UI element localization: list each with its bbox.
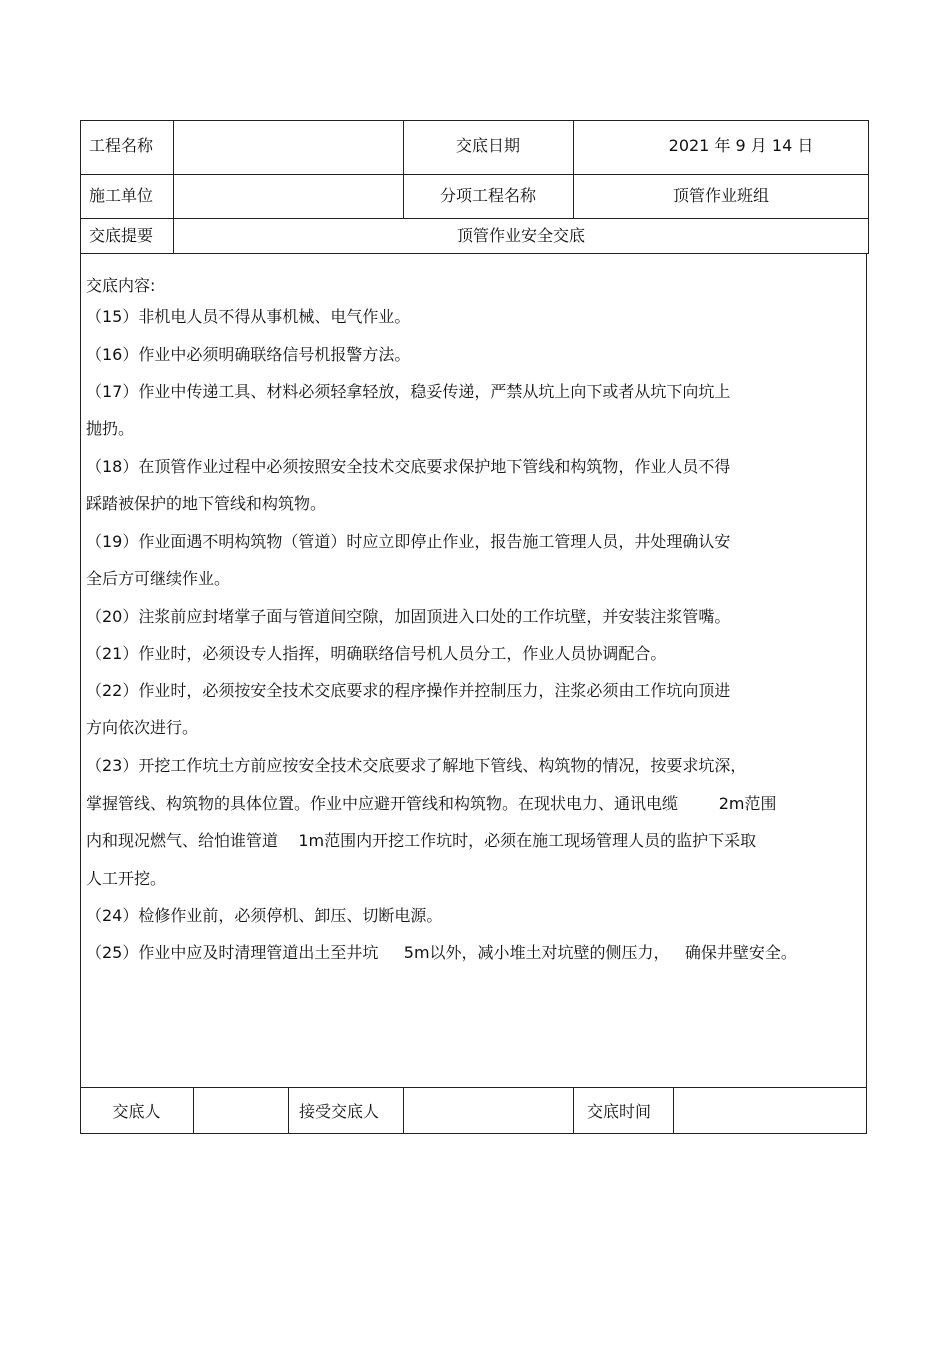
- summary-value: 顶管作业安全交底: [456, 226, 585, 245]
- date-value: 2021 年 9 月 14 日: [668, 136, 814, 155]
- content-line: 全后方可继续作业。: [86, 569, 231, 588]
- subitem-label: 分项工程名称: [439, 186, 536, 205]
- subitem-value: 顶管作业班组: [672, 186, 769, 205]
- unit-label: 施工单位: [89, 186, 154, 205]
- footer-row-divider: [80, 1087, 867, 1088]
- content-line: 掌握管线、构筑物的具体位置。作业中应避开管线和构筑物。在现状电力、通讯电缆 2m范围: [86, 794, 777, 813]
- content-line: （19）作业面遇不明构筑物（管道）时应立即停止作业，报告施工管理人员，井处理确认安: [86, 532, 731, 551]
- discloser-label: 交底人: [112, 1102, 161, 1121]
- header-row-divider-2: [80, 218, 869, 219]
- time-label: 交底时间: [587, 1102, 652, 1121]
- content-line: 抛扔。: [86, 419, 135, 438]
- summary-label: 交底提要: [89, 226, 154, 245]
- content-line: （17）作业中传递工具、材料必须轻拿轻放，稳妥传递，严禁从坑上向下或者从坑下向坑上: [86, 382, 731, 401]
- content-line: （23）开挖工作坑土方前应按安全技术交底要求了解地下管线、构筑物的情况，按要求坑深，: [86, 756, 747, 775]
- content-line: （21）作业时，必须设专人指挥，明确联络信号机人员分工，作业人员协调配合。: [86, 644, 667, 663]
- footer-col-divider-4: [573, 1087, 574, 1134]
- receiver-label: 接受交底人: [299, 1102, 380, 1121]
- project-name-label: 工程名称: [89, 136, 154, 155]
- content-line: （22）作业时，必须按安全技术交底要求的程序操作并控制压力，注浆必须由工作坑向顶进: [86, 681, 731, 700]
- content-line: （15）非机电人员不得从事机械、电气作业。: [86, 307, 411, 326]
- content-line: 方向依次进行。: [86, 718, 199, 737]
- content-line: 内和现况燃气、给怕谁管道 1m范围内开挖工作坑时，必须在施工现场管理人员的监护下采取: [86, 831, 757, 850]
- content-line: （24）检修作业前，必须停机、卸压、切断电源。: [86, 906, 443, 925]
- content-line: （25）作业中应及时清理管道出土至井坑 5m以外，减小堆土对坑壁的侧压力， 确保井壁安全。: [86, 943, 797, 962]
- content-title: 交底内容:: [86, 276, 156, 295]
- content-line: 人工开挖。: [86, 869, 167, 888]
- content-line: （16）作业中必须明确联络信号机报警方法。: [86, 345, 411, 364]
- header-row-divider-1: [80, 174, 869, 175]
- content-line: （20）注浆前应封堵掌子面与管道间空隙，加固顶进入口处的工作坑壁，并安装注浆管嘴。: [86, 607, 731, 626]
- date-label: 交底日期: [455, 136, 520, 155]
- footer-col-divider-5: [673, 1087, 674, 1134]
- content-line: （18）在顶管作业过程中必须按照安全技术交底要求保护地下管线和构筑物，作业人员不得: [86, 457, 731, 476]
- footer-col-divider-2: [288, 1087, 289, 1134]
- content-line: 踩踏被保护的地下管线和构筑物。: [86, 494, 327, 513]
- footer-col-divider-3: [403, 1087, 404, 1134]
- footer-col-divider-1: [193, 1087, 194, 1134]
